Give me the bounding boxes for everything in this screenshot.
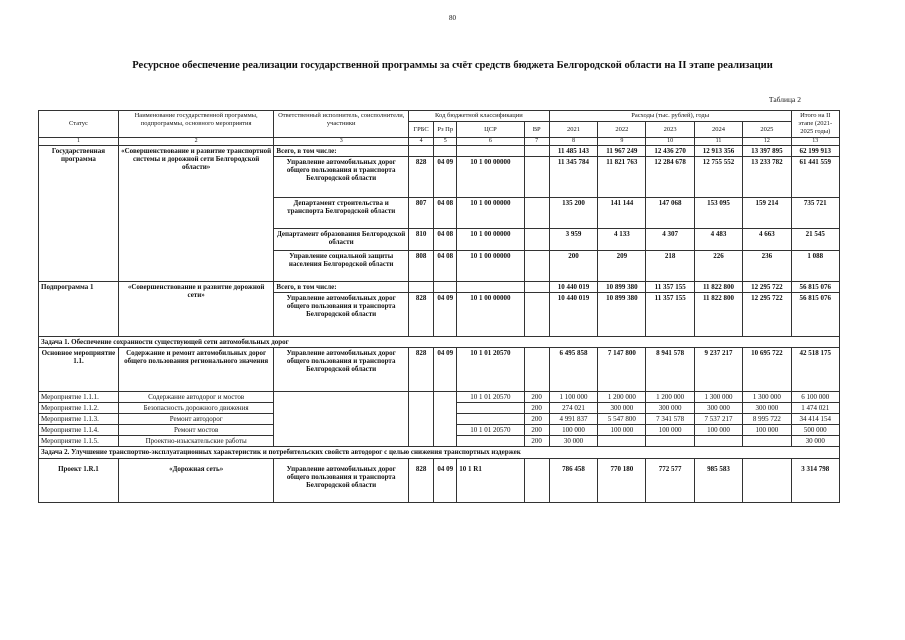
value-2025: 159 214 bbox=[743, 198, 791, 229]
value-2023: 11 357 155 bbox=[646, 282, 694, 293]
value-2023: 772 577 bbox=[646, 459, 694, 503]
value-2024: 985 583 bbox=[694, 459, 742, 503]
grbs-cell bbox=[408, 146, 433, 157]
value-2021: 10 440 019 bbox=[549, 282, 597, 293]
name-cell: Содержание автодорог и мостов bbox=[118, 392, 274, 403]
value-2025: 236 bbox=[743, 251, 791, 282]
vr-cell: 200 bbox=[524, 414, 549, 425]
rzpr-cell: 04 08 bbox=[434, 251, 457, 282]
col-number: 9 bbox=[598, 138, 646, 146]
name-cell: «Совершенствование и развитие дорожной сети» bbox=[118, 282, 274, 337]
value-2022: 7 147 800 bbox=[598, 348, 646, 392]
executor-cell: Всего, в том числе: bbox=[274, 146, 409, 157]
rzpr-cell bbox=[434, 282, 457, 293]
vr-cell: 200 bbox=[524, 425, 549, 436]
value-2025: 12 295 722 bbox=[743, 293, 791, 337]
value-2023: 1 200 000 bbox=[646, 392, 694, 403]
value-total: 6 100 000 bbox=[791, 392, 839, 403]
vr-cell bbox=[524, 459, 549, 503]
value-2021: 11 345 784 bbox=[549, 157, 597, 198]
col-number: 4 bbox=[408, 138, 433, 146]
value-2025 bbox=[743, 436, 791, 447]
name-cell: Безопасность дорожного движения bbox=[118, 403, 274, 414]
col-number: 13 bbox=[791, 138, 839, 146]
budget-table bbox=[38, 110, 840, 503]
rzpr-cell: 04 09 bbox=[434, 459, 457, 503]
page-title: Ресурсное обеспечение реализации государственной программы за счёт средств бюджета Белгородской области на II этапе реализации bbox=[132, 60, 773, 71]
table-row bbox=[39, 459, 840, 503]
value-2022: 4 133 bbox=[598, 229, 646, 251]
col-number: 6 bbox=[457, 138, 524, 146]
status-cell: Государственная программа bbox=[39, 146, 119, 282]
vr-cell bbox=[524, 157, 549, 198]
header-grbs: ГРБС bbox=[408, 122, 433, 138]
value-2023: 100 000 bbox=[646, 425, 694, 436]
value-total: 735 721 bbox=[791, 198, 839, 229]
header-year: 2025 bbox=[743, 122, 791, 138]
header-name: Наименование государственной программы, подпрограммы, основного мероприятия bbox=[118, 111, 274, 138]
csr-cell bbox=[457, 146, 524, 157]
value-2025: 8 995 722 bbox=[743, 414, 791, 425]
table-row bbox=[39, 447, 840, 459]
value-2023: 12 436 270 bbox=[646, 146, 694, 157]
value-2023 bbox=[646, 436, 694, 447]
header-year: 2023 bbox=[646, 122, 694, 138]
value-2025: 13 233 782 bbox=[743, 157, 791, 198]
col-number: 5 bbox=[434, 138, 457, 146]
value-2025: 300 000 bbox=[743, 403, 791, 414]
value-2025: 4 663 bbox=[743, 229, 791, 251]
grbs-cell: 828 bbox=[408, 157, 433, 198]
table-row bbox=[39, 392, 840, 403]
value-2022: 5 547 800 bbox=[598, 414, 646, 425]
rzpr-cell: 04 09 bbox=[434, 293, 457, 337]
value-2022: 11 967 249 bbox=[598, 146, 646, 157]
value-total: 21 545 bbox=[791, 229, 839, 251]
status-cell: Проект 1.R.1 bbox=[39, 459, 119, 503]
csr-cell: 10 1 01 20570 bbox=[457, 392, 524, 403]
value-2021: 274 021 bbox=[549, 403, 597, 414]
value-total: 1 474 021 bbox=[791, 403, 839, 414]
name-cell: Ремонт мостов bbox=[118, 425, 274, 436]
value-2022: 209 bbox=[598, 251, 646, 282]
value-2024: 11 822 800 bbox=[694, 282, 742, 293]
value-2023: 8 941 578 bbox=[646, 348, 694, 392]
value-2022: 11 821 763 bbox=[598, 157, 646, 198]
table-row bbox=[39, 282, 840, 293]
csr-cell: 10 1 00 00000 bbox=[457, 157, 524, 198]
header-status: Статус bbox=[39, 111, 119, 138]
executor-cell: Управление автомобильных дорог общего пользования и транспорта Белгородской области bbox=[274, 459, 409, 503]
value-2022 bbox=[598, 436, 646, 447]
vr-cell bbox=[524, 348, 549, 392]
page-number: 80 bbox=[449, 14, 456, 22]
csr-cell bbox=[457, 436, 524, 447]
vr-cell bbox=[524, 293, 549, 337]
csr-cell: 10 1 R1 bbox=[457, 459, 524, 503]
task-heading: Задача 1. Обеспечение сохранности существующей сети автомобильных дорог bbox=[39, 337, 840, 348]
value-2024: 4 483 bbox=[694, 229, 742, 251]
value-total: 42 518 175 bbox=[791, 348, 839, 392]
value-2022: 770 180 bbox=[598, 459, 646, 503]
status-cell: Основное мероприятие 1.1. bbox=[39, 348, 119, 392]
rzpr-cell bbox=[434, 146, 457, 157]
value-2024: 11 822 800 bbox=[694, 293, 742, 337]
vr-cell bbox=[524, 229, 549, 251]
value-2021: 4 991 837 bbox=[549, 414, 597, 425]
rzpr-cell: 04 09 bbox=[434, 348, 457, 392]
status-cell: Мероприятие 1.1.1. bbox=[39, 392, 119, 403]
task-heading: Задача 2. Улучшение транспортно-эксплуатационных характеристик и потребительских свойств автодорог с целью снижения транспортных издержек bbox=[39, 447, 840, 459]
name-cell: Содержание и ремонт автомобильных дорог общего пользования регионального значения bbox=[118, 348, 274, 392]
value-2025: 12 295 722 bbox=[743, 282, 791, 293]
header-vr: ВР bbox=[524, 122, 549, 138]
csr-cell: 10 1 00 00000 bbox=[457, 293, 524, 337]
col-number: 1 bbox=[39, 138, 119, 146]
executor-cell: Всего, в том числе: bbox=[274, 282, 409, 293]
status-cell: Мероприятие 1.1.4. bbox=[39, 425, 119, 436]
executor-cell: Управление социальной защиты населения Белгородской области bbox=[274, 251, 409, 282]
status-cell: Подпрограмма 1 bbox=[39, 282, 119, 337]
vr-cell: 200 bbox=[524, 403, 549, 414]
vr-cell bbox=[524, 146, 549, 157]
value-2025: 10 695 722 bbox=[743, 348, 791, 392]
value-total: 500 000 bbox=[791, 425, 839, 436]
value-2025: 13 397 895 bbox=[743, 146, 791, 157]
table-label: Таблица 2 bbox=[768, 95, 801, 104]
vr-cell bbox=[524, 198, 549, 229]
header-total: Итого на II этапе (2021-2025 годы) bbox=[791, 111, 839, 138]
header-rzpr: Рз Пр bbox=[434, 122, 457, 138]
table-row bbox=[39, 337, 840, 348]
value-2021: 100 000 bbox=[549, 425, 597, 436]
table-row bbox=[39, 146, 840, 157]
value-2025 bbox=[743, 459, 791, 503]
table-row bbox=[39, 348, 840, 392]
csr-cell: 10 1 01 20570 bbox=[457, 348, 524, 392]
header-csr: ЦСР bbox=[457, 122, 524, 138]
rzpr-cell: 04 08 bbox=[434, 198, 457, 229]
value-2021: 6 495 858 bbox=[549, 348, 597, 392]
value-total: 1 088 bbox=[791, 251, 839, 282]
vr-cell: 200 bbox=[524, 436, 549, 447]
value-2025: 1 300 000 bbox=[743, 392, 791, 403]
value-2025: 100 000 bbox=[743, 425, 791, 436]
name-cell: «Дорожная сеть» bbox=[118, 459, 274, 503]
value-2024: 12 913 356 bbox=[694, 146, 742, 157]
executor-cell: Управление автомобильных дорог общего пользования и транспорта Белгородской области bbox=[274, 348, 409, 392]
value-total: 34 414 154 bbox=[791, 414, 839, 425]
executor-cell: Департамент строительства и транспорта Белгородской области bbox=[274, 198, 409, 229]
value-total: 56 815 076 bbox=[791, 293, 839, 337]
value-2021: 786 458 bbox=[549, 459, 597, 503]
header-year: 2021 bbox=[549, 122, 597, 138]
value-2022: 10 899 380 bbox=[598, 282, 646, 293]
value-2022: 1 200 000 bbox=[598, 392, 646, 403]
csr-cell bbox=[457, 403, 524, 414]
value-2024: 100 000 bbox=[694, 425, 742, 436]
executor-cell: Управление автомобильных дорог общего пользования и транспорта Белгородской области bbox=[274, 157, 409, 198]
header-expenses: Расходы (тыс. рублей), годы bbox=[549, 111, 791, 122]
col-number: 10 bbox=[646, 138, 694, 146]
value-2023: 147 068 bbox=[646, 198, 694, 229]
csr-cell: 10 1 00 00000 bbox=[457, 251, 524, 282]
vr-cell bbox=[524, 282, 549, 293]
value-total: 61 441 559 bbox=[791, 157, 839, 198]
status-cell: Мероприятие 1.1.3. bbox=[39, 414, 119, 425]
rzpr-cell: 04 08 bbox=[434, 229, 457, 251]
value-2024 bbox=[694, 436, 742, 447]
csr-cell: 10 1 00 00000 bbox=[457, 229, 524, 251]
header-year: 2022 bbox=[598, 122, 646, 138]
value-2021: 3 959 bbox=[549, 229, 597, 251]
rzpr-cell: 04 09 bbox=[434, 157, 457, 198]
executor-cell: Управление автомобильных дорог общего пользования и транспорта Белгородской области bbox=[274, 293, 409, 337]
grbs-cell: 828 bbox=[408, 348, 433, 392]
col-number: 3 bbox=[274, 138, 409, 146]
grbs-cell: 808 bbox=[408, 251, 433, 282]
value-2021: 10 440 019 bbox=[549, 293, 597, 337]
name-cell: Ремонт автодорог bbox=[118, 414, 274, 425]
grbs-cell: 810 bbox=[408, 229, 433, 251]
value-2024: 12 755 552 bbox=[694, 157, 742, 198]
value-2023: 4 307 bbox=[646, 229, 694, 251]
column-number-row bbox=[39, 138, 840, 146]
value-total: 56 815 076 bbox=[791, 282, 839, 293]
value-2023: 12 284 678 bbox=[646, 157, 694, 198]
value-2022: 141 144 bbox=[598, 198, 646, 229]
csr-cell: 10 1 01 20570 bbox=[457, 425, 524, 436]
csr-cell bbox=[457, 282, 524, 293]
grbs-cell: 828 bbox=[408, 293, 433, 337]
value-total: 30 000 bbox=[791, 436, 839, 447]
value-2021: 11 485 143 bbox=[549, 146, 597, 157]
csr-cell: 10 1 00 00000 bbox=[457, 198, 524, 229]
header-budget-code: Код бюджетной классификации bbox=[408, 111, 549, 122]
value-2024: 226 bbox=[694, 251, 742, 282]
value-total: 3 314 798 bbox=[791, 459, 839, 503]
status-cell: Мероприятие 1.1.5. bbox=[39, 436, 119, 447]
vr-cell bbox=[524, 251, 549, 282]
value-2024: 300 000 bbox=[694, 403, 742, 414]
value-2023: 218 bbox=[646, 251, 694, 282]
col-number: 11 bbox=[694, 138, 742, 146]
value-2021: 200 bbox=[549, 251, 597, 282]
value-2023: 300 000 bbox=[646, 403, 694, 414]
col-number: 7 bbox=[524, 138, 549, 146]
header-year: 2024 bbox=[694, 122, 742, 138]
value-2021: 1 100 000 bbox=[549, 392, 597, 403]
value-2024: 7 537 217 bbox=[694, 414, 742, 425]
value-2024: 1 300 000 bbox=[694, 392, 742, 403]
status-cell: Мероприятие 1.1.2. bbox=[39, 403, 119, 414]
value-2022: 100 000 bbox=[598, 425, 646, 436]
value-2021: 30 000 bbox=[549, 436, 597, 447]
header-executor: Ответственный исполнитель, соисполнители, участники bbox=[274, 111, 409, 138]
vr-cell: 200 bbox=[524, 392, 549, 403]
col-number: 8 bbox=[549, 138, 597, 146]
grbs-cell bbox=[408, 282, 433, 293]
name-cell: «Совершенствование и развитие транспортной системы и дорожной сети Белгородской области» bbox=[118, 146, 274, 282]
value-2023: 7 341 578 bbox=[646, 414, 694, 425]
value-2022: 300 000 bbox=[598, 403, 646, 414]
col-number: 12 bbox=[743, 138, 791, 146]
name-cell: Проектно-изыскательские работы bbox=[118, 436, 274, 447]
executor-cell: Департамент образования Белгородской области bbox=[274, 229, 409, 251]
grbs-cell: 807 bbox=[408, 198, 433, 229]
value-2021: 135 200 bbox=[549, 198, 597, 229]
csr-cell bbox=[457, 414, 524, 425]
value-2023: 11 357 155 bbox=[646, 293, 694, 337]
value-total: 62 199 913 bbox=[791, 146, 839, 157]
value-2022: 10 899 380 bbox=[598, 293, 646, 337]
col-number: 2 bbox=[118, 138, 274, 146]
value-2024: 9 237 217 bbox=[694, 348, 742, 392]
header-row bbox=[39, 111, 840, 122]
grbs-cell: 828 bbox=[408, 459, 433, 503]
value-2024: 153 095 bbox=[694, 198, 742, 229]
